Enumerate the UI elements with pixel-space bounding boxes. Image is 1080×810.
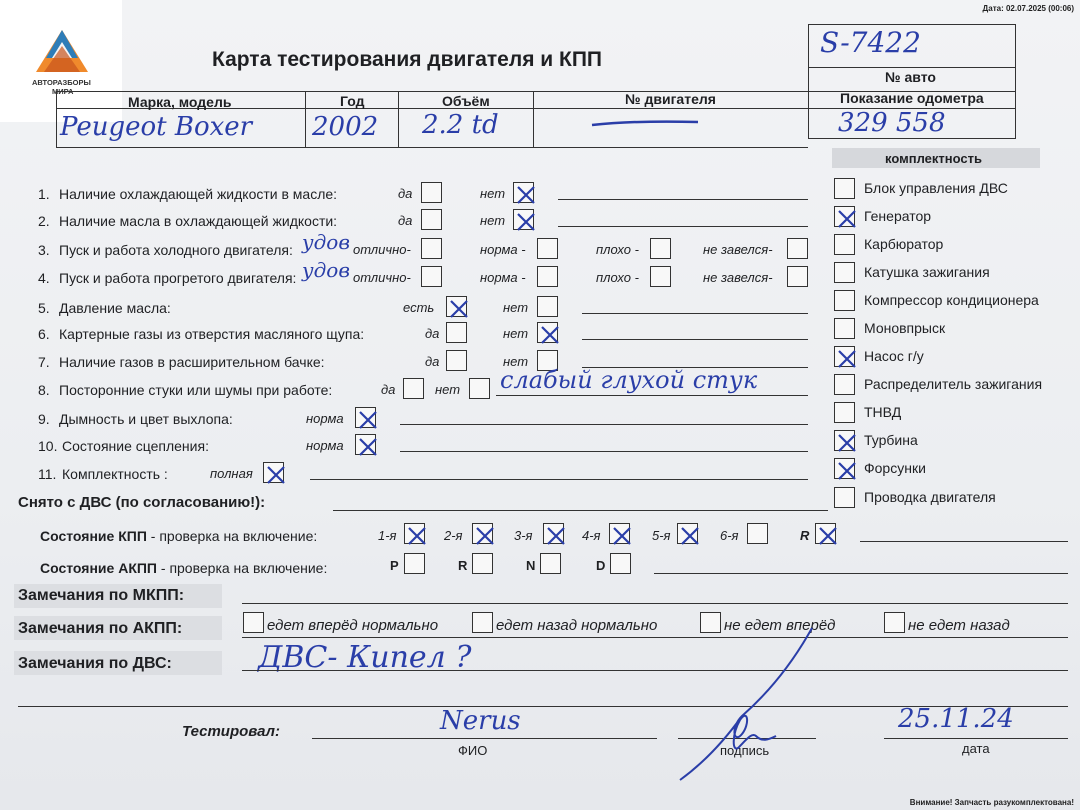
check-number-q3: 3. <box>38 242 50 258</box>
check-yes-label-q7: да <box>425 354 440 369</box>
remarks-mkpp-label: Замечания по МКПП: <box>18 587 185 604</box>
check-yes-label-q1: да <box>398 186 413 201</box>
akpp-mode-label-2: N <box>526 558 536 573</box>
check-note-q3: удов <box>302 230 350 254</box>
check-ok-box-q11[interactable] <box>263 462 284 483</box>
grade-nostart-box-q3[interactable] <box>787 238 808 259</box>
check-number-q10: 10. <box>38 438 58 454</box>
check-line-q6 <box>582 339 808 340</box>
check-no-box-q6[interactable] <box>537 322 558 343</box>
check-line-q2 <box>558 226 808 227</box>
grade-nostart-q4: не завелся- <box>703 270 773 285</box>
grade-normal-q4: норма - <box>480 270 526 285</box>
kpp-gear-label-0: 1-я <box>378 528 397 543</box>
check-yes-box-q1[interactable] <box>421 182 442 203</box>
akpp-remark-line <box>242 637 1068 638</box>
check-yes-label-q2: да <box>398 213 413 228</box>
check-no-label-q7: нет <box>503 354 529 369</box>
akpp-mode-box-1[interactable] <box>472 553 493 574</box>
akpp-remark-label-3: не едет назад <box>908 617 1010 634</box>
odometer-value: 329 558 <box>838 108 946 138</box>
equipment-checkbox-7[interactable] <box>834 374 855 395</box>
equipment-label-3: Катушка зажигания <box>864 264 990 280</box>
check-no-box-q5[interactable] <box>537 296 558 317</box>
sign-caption: подпись <box>720 743 770 758</box>
equipment-checkbox-3[interactable] <box>834 262 855 283</box>
check-text-q6: Картерные газы из отверстия масляного щупа: <box>59 326 365 342</box>
check-number-q7: 7. <box>38 354 50 370</box>
check-text-q5: Давление масла: <box>59 300 171 316</box>
check-yes-label-q8: да <box>381 382 396 397</box>
check-line-q1 <box>558 199 808 200</box>
akpp-mode-label-0: P <box>390 558 399 573</box>
akpp-remark-label-0: едет вперёд нормально <box>267 617 439 634</box>
check-no-label-q8: нет <box>435 382 461 397</box>
akpp-mode-box-3[interactable] <box>610 553 631 574</box>
odometer-label: Показание одометра <box>840 90 984 106</box>
check-yes-box-q2[interactable] <box>421 209 442 230</box>
signature-mark <box>672 624 822 784</box>
kpp-gear-box-5[interactable] <box>747 523 768 544</box>
equipment-label-5: Моновпрыск <box>864 320 946 336</box>
grade-bad-q4: плохо - <box>596 270 639 285</box>
check-ok-label-q10: норма <box>306 438 344 453</box>
grade-excellent-box-q3[interactable] <box>421 238 442 259</box>
check-number-q4: 4. <box>38 270 50 286</box>
kpp-gear-box-0[interactable] <box>404 523 425 544</box>
equipment-checkbox-1[interactable] <box>834 206 855 227</box>
check-no-label-q6: нет <box>503 326 529 341</box>
akpp-remark-box-0[interactable] <box>243 612 264 633</box>
equipment-checkbox-5[interactable] <box>834 318 855 339</box>
check-number-q5: 5. <box>38 300 50 316</box>
check-ok-label-q9: норма <box>306 411 344 426</box>
equipment-title: комплектность <box>885 151 982 166</box>
akpp-remark-label-1: едет назад нормально <box>496 617 658 634</box>
check-line-q8 <box>496 395 808 396</box>
date-value: 25.11.24 <box>898 704 1014 734</box>
equipment-label-6: Насос г/у <box>864 348 924 364</box>
check-yes-box-q5[interactable] <box>446 296 467 317</box>
equipment-checkbox-2[interactable] <box>834 234 855 255</box>
check-yes-label-q5: есть <box>403 300 435 315</box>
check-note-q8: слабый глухой стук <box>500 366 758 394</box>
equipment-checkbox-9[interactable] <box>834 430 855 451</box>
check-number-q11: 11. <box>38 466 57 482</box>
equipment-checkbox-8[interactable] <box>834 402 855 423</box>
date-caption: дата <box>962 741 990 756</box>
make-model-value: Peugeot Boxer <box>60 112 253 142</box>
check-text-q8: Посторонние стуки или шумы при работе: <box>59 382 333 398</box>
check-line-q9 <box>400 424 808 425</box>
equipment-label-0: Блок управления ДВС <box>864 180 1008 196</box>
equipment-label-2: Карбюратор <box>864 236 944 252</box>
check-no-label-q5: нет <box>503 300 529 315</box>
remarks-dvs-label: Замечания по ДВС: <box>18 655 172 672</box>
grade-normal-box-q4[interactable] <box>537 266 558 287</box>
check-yes-box-q7[interactable] <box>446 350 467 371</box>
grade-excellent-q3: отлично- <box>353 242 411 257</box>
check-number-q6: 6. <box>38 326 50 342</box>
grade-normal-q3: норма - <box>480 242 526 257</box>
equipment-checkbox-0[interactable] <box>834 178 855 199</box>
akpp-row-label: Состояние АКПП - проверка на включение: <box>40 560 328 576</box>
kpp-gear-label-3: 4-я <box>582 528 601 543</box>
check-line-q11 <box>310 479 808 480</box>
kpp-gear-label-6: R <box>800 528 810 543</box>
akpp-mode-label-3: D <box>596 558 606 573</box>
grade-bad-box-q3[interactable] <box>650 238 671 259</box>
kpp-gear-box-4[interactable] <box>677 523 698 544</box>
check-yes-label-q6: да <box>425 326 440 341</box>
check-text-q9: Дымность и цвет выхлопа: <box>59 411 233 427</box>
akpp-mode-box-2[interactable] <box>540 553 561 574</box>
akpp-mode-box-0[interactable] <box>404 553 425 574</box>
akpp-mode-label-1: R <box>458 558 468 573</box>
check-line-q5 <box>582 313 808 314</box>
grade-bad-q3: плохо - <box>596 242 639 257</box>
kpp-gear-label-4: 5-я <box>652 528 671 543</box>
akpp-remark-box-1[interactable] <box>472 612 493 633</box>
check-no-box-q2[interactable] <box>513 209 534 230</box>
grade-normal-box-q3[interactable] <box>537 238 558 259</box>
engine-no-label: № двигателя <box>625 91 716 107</box>
remarks-akpp-label: Замечания по АКПП: <box>18 620 183 637</box>
check-text-q3: Пуск и работа холодного двигателя: <box>59 242 293 258</box>
volume-label: Объём <box>442 93 490 109</box>
kpp-gear-box-2[interactable] <box>543 523 564 544</box>
equipment-label-9: Турбина <box>864 432 918 448</box>
tested-label: Тестировал: <box>182 723 280 740</box>
company-logo <box>0 0 122 122</box>
check-text-q2: Наличие масла в охлаждающей жидкости: <box>59 213 338 229</box>
equipment-label-7: Распределитель зажигания <box>864 376 1043 392</box>
equipment-checkbox-4[interactable] <box>834 290 855 311</box>
check-ok-box-q10[interactable] <box>355 434 376 455</box>
check-yes-box-q8[interactable] <box>403 378 424 399</box>
check-no-label-q1: нет <box>480 186 506 201</box>
check-no-label-q2: нет <box>480 213 506 228</box>
kpp-gear-label-1: 2-я <box>444 528 463 543</box>
check-text-q4: Пуск и работа прогретого двигателя: <box>59 270 297 286</box>
page-title: Карта тестирования двигателя и КПП <box>212 48 603 71</box>
volume-value: 2.2 td <box>422 110 499 140</box>
equipment-checkbox-6[interactable] <box>834 346 855 367</box>
plate-value: S-7422 <box>820 26 921 59</box>
engine-no-dash-mark <box>590 118 700 128</box>
grade-nostart-box-q4[interactable] <box>787 266 808 287</box>
kpp-gear-box-1[interactable] <box>472 523 493 544</box>
equipment-label-1: Генератор <box>864 208 932 224</box>
check-number-q8: 8. <box>38 382 50 398</box>
equipment-label-8: ТНВД <box>864 404 902 420</box>
kpp-row-label: Состояние КПП - проверка на включение: <box>40 528 318 544</box>
grade-excellent-box-q4[interactable] <box>421 266 442 287</box>
check-note-q4: удов <box>302 258 350 282</box>
check-text-q10: Состояние сцепления: <box>62 438 209 454</box>
equipment-label-11: Проводка двигателя <box>864 489 996 505</box>
equipment-label-4: Компрессор кондиционера <box>864 292 1039 308</box>
check-no-box-q8[interactable] <box>469 378 490 399</box>
remarks-dvs-note: ДВС- Кипел ? <box>258 640 472 675</box>
check-text-q1: Наличие охлаждающей жидкости в масле: <box>59 186 338 202</box>
equipment-checkbox-10[interactable] <box>834 458 855 479</box>
kpp-gear-box-3[interactable] <box>609 523 630 544</box>
check-yes-box-q6[interactable] <box>446 322 467 343</box>
check-ok-label-q11: полная <box>210 466 253 481</box>
fio-caption: ФИО <box>458 743 488 758</box>
plate-label: № авто <box>885 69 936 85</box>
check-text-q7: Наличие газов в расширительном бачке: <box>59 354 325 370</box>
akpp-remark-box-3[interactable] <box>884 612 905 633</box>
kpp-gear-label-2: 3-я <box>514 528 533 543</box>
logo-triangle-icon <box>34 28 90 74</box>
check-number-q9: 9. <box>38 411 50 427</box>
check-number-q2: 2. <box>38 213 50 229</box>
grade-bad-box-q4[interactable] <box>650 266 671 287</box>
logo-line2: МИРА <box>52 87 74 96</box>
equipment-checkbox-11[interactable] <box>834 487 855 508</box>
fio-value: Nerus <box>440 706 521 736</box>
logo-line1: АВТОРАЗБОРЫ <box>32 78 91 87</box>
kpp-gear-label-5: 6-я <box>720 528 739 543</box>
kpp-gear-box-6[interactable] <box>815 523 836 544</box>
stamp-date: Дата: 02.07.2025 (00:06) <box>982 4 1074 13</box>
grade-nostart-q3: не завелся- <box>703 242 773 257</box>
akpp-remark-label-2: не едет вперёд <box>724 617 836 634</box>
make-model-label: Марка, модель <box>128 94 232 110</box>
grade-excellent-q4: отлично- <box>353 270 411 285</box>
stamp-warning: Внимание! Запчасть разукомплектована! <box>909 798 1074 807</box>
year-value: 2002 <box>312 112 379 142</box>
check-line-q10 <box>400 451 808 452</box>
year-label: Год <box>340 93 365 109</box>
check-text-q11: Комплектность : <box>62 466 168 482</box>
check-no-box-q1[interactable] <box>513 182 534 203</box>
removed-label: Снято с ДВС (по согласованию!): <box>18 494 266 511</box>
equipment-label-10: Форсунки <box>864 460 926 476</box>
check-number-q1: 1. <box>38 186 50 202</box>
check-ok-box-q9[interactable] <box>355 407 376 428</box>
